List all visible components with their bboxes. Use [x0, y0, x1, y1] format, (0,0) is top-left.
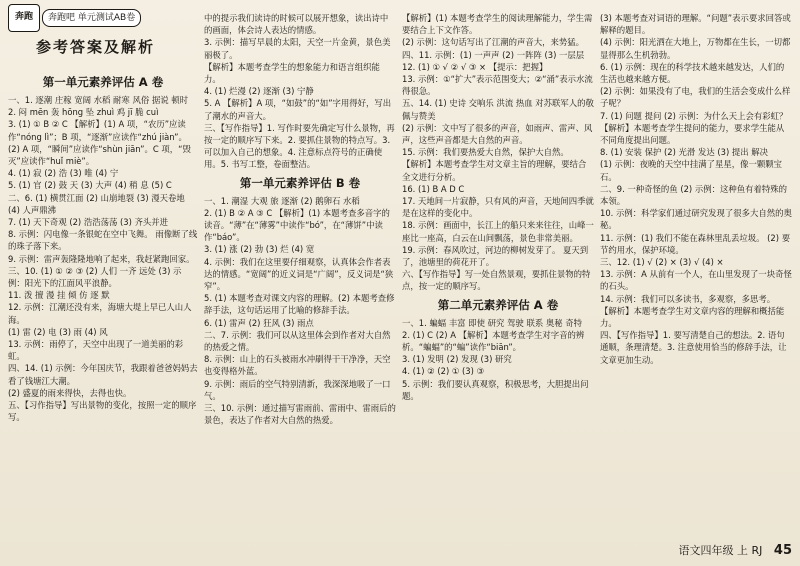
column-3 — [402, 12, 594, 540]
answer-line: 12. (1) ① √ ② √ ③ × 【提示：把握】 — [402, 61, 548, 72]
answer-line: 五、14. (1) 史诗 交响乐 洪流 热血 对苏联军人的敬佩与赞美 — [402, 98, 594, 121]
answer-line: 【解析】(1) 本题考查学生的阅读理解能力，学生需要结合上下文作答。 — [402, 13, 593, 36]
answer-line: 16. (1) B A D C — [402, 183, 465, 194]
answer-line: (4) 示例：阳光洒在大地上，万物都在生长，一切都显得那么生机勃勃。 — [600, 37, 791, 60]
answer-line: 2. (1) B ② A ③ C 【解析】(1) 本题考查多音字的读音。“薄”在“薄雾”中读作“bó”，在“薄饼”中读作“báo”。 — [204, 207, 390, 243]
answer-line: (2) 示例：文中写了很多的声音，如雨声、雷声、风声，这些声音都是大自然的声音。 — [402, 122, 593, 146]
answer-line: (1) 雷 (2) 电 (3) 雨 (4) 风 — [8, 326, 108, 337]
page-header — [8, 4, 198, 64]
edition-label: 语文四年级 上 RJ — [678, 544, 763, 557]
answer-line: (1) 示例：夜晚的天空中挂满了星星，像一颗颗宝石。 — [600, 159, 783, 182]
answer-line: 10. 示例：科学家们通过研究发现了很多大自然的奥秘。 — [600, 208, 792, 231]
answer-line: 三、【写作指导】1. 写作时要先确定写什么景物，再按一定的顺序写下来。2. 要抓住景物的特点写。3. 可以加入自己的想象。4. 注意标点符号的正确使用。5. 书写工整，卷面整洁。 — [204, 122, 395, 170]
column-1 — [8, 70, 198, 540]
answer-line: 8. 示例：闪电像一条银蛇在空中飞舞。 雨像断了线的珠子落下来。 — [8, 229, 198, 252]
answer-line: (2) 盛夏的雨来得快，去得也快。 — [8, 387, 132, 398]
answer-line: 【解析】本题考查学生的想象能力和语言组织能力。 — [204, 61, 380, 85]
answer-line: 17. 天地间一片寂静，只有风的声音，天地间四季就是在这样的变化中。 — [402, 196, 594, 219]
answer-line: 五、【习作指导】写出景物的变化，按照一定的顺序写。 — [8, 400, 197, 423]
column-4 — [600, 12, 792, 540]
answer-line: (3) 本题考查对词语的理解。“问题”表示要求回答或解释的题目。 — [600, 13, 791, 36]
answer-line: 一、1. 逐潮 庄稼 宽阔 水稻 耐寒 风俗 据说 顿时 — [8, 95, 189, 105]
answer-line: 4. (1) 寂 (2) 浩 (3) 唯 (4) 宁 — [8, 168, 119, 179]
answer-line: 4. (1) 烂漫 (2) 逐渐 (3) 宁静 — [204, 86, 314, 97]
column-2 — [204, 12, 396, 540]
page-number: 45 — [773, 543, 792, 558]
answer-line: 18. 示例：画面中，长江上的船只来来往往，山峰一座比一座高，白云在山间飘荡，景色非常美丽。 — [402, 220, 594, 243]
answer-line: 【解析】本题考查学生对文章主旨的理解，要结合全文进行分析。 — [402, 159, 587, 182]
answer-line: 6. (1) 示例：现在的科学技术越来越发达，人们的生活也越来越方便。 — [600, 61, 785, 85]
answer-line: 3. (1) ① B ② C 【解析】(1) A 项，“农历”应读作“nóng lì”；B 项，“逐渐”应读作“zhú jiàn”。(2) A 项，“瞬间”应读作“shùn jiān”。C 项，“毁灭”应读作“huǐ miè”。 — [8, 119, 191, 167]
answer-line: 2. 闷 mēn 轰 hōng 坠 zhuì 鸡 jī 脆 cuì — [8, 107, 159, 118]
answer-line: 11. 泼 擅 漫 挂 倾 仿 逐 默 — [8, 290, 110, 301]
answer-line: 3. (1) 涨 (2) 勃 (3) 烂 (4) 宽 — [204, 244, 315, 255]
answer-line: 四、【写作指导】1. 要写清楚自己的想法。2. 语句通顺，条理清楚。3. 注意使用恰当的修辞手法，让文章更加生动。 — [600, 330, 787, 365]
answer-line: 5. 示例：我们要认真观察，积极思考，大胆提出问题。 — [402, 378, 589, 401]
answer-line: 二、7. 示例：我们可以从这里体会到作者对大自然的热爱之情。 — [204, 329, 391, 353]
answer-line: 2. (1) C (2) A 【解析】本题考查学生对字音的辨析。“蝙蝠”的“蝙”读作“biān”。 — [402, 329, 585, 353]
answer-line: 14. 示例：我们可以多读书，多观察，多思考。 — [600, 293, 776, 304]
answer-line: 3. (1) 发明 (2) 发现 (3) 研究 — [402, 354, 512, 365]
page-title: 参考答案及解析 — [36, 38, 156, 56]
answer-line: 【解析】本题考查学生提问的能力，要求学生能从不同角度提出问题。 — [600, 122, 785, 146]
answer-line: 13. 示例：雨停了，天空中出现了一道美丽的彩虹。 — [8, 339, 184, 362]
answer-line: 【解析】本题考查学生对文章内容的理解和概括能力。 — [600, 305, 785, 329]
answer-line: 9. 示例：雷声轰隆隆地响了起来，我赶紧跑回家。 — [8, 253, 195, 264]
answer-line: 11. 示例：(1) 我们不能在森林里乱丢垃圾。 (2) 要节约用水，保护环境。 — [600, 232, 791, 255]
answer-line: 四、11. 示例：(1) 一声声 (2) 一阵阵 (3) 一层层 — [402, 49, 585, 60]
answer-line: 13. 示例：A 从前有一个人，在山里发现了一块奇怪的石头。 — [600, 269, 792, 292]
answer-line: 15. 示例：我们要热爱大自然，保护大自然。 — [402, 147, 569, 158]
answer-line: 三、10. 示例：通过描写雷雨前、雷雨中、雷雨后的景色，表达了作者对大自然的热爱。 — [204, 403, 396, 426]
answer-line: 三、12. (1) √ (2) × (3) √ (4) × — [600, 257, 724, 268]
answer-line: 19. 示例：春风吹过，河边的柳树发芽了。 夏天到了，池塘里的荷花开了。 — [402, 244, 589, 268]
answer-line: 5. (1) 本题考查对课文内容的理解。(2) 本题考查修辞手法，这句话运用了比喻的修辞手法。 — [204, 293, 395, 316]
answer-line: 中的提示我们读诗的时候可以展开想象，读出诗中的画面，体会诗人表达的情感。 — [204, 13, 389, 36]
answer-line: 13. 示例：①“扩大”表示范围变大；②“涌”表示水流得很急。 — [402, 74, 593, 97]
answer-line: 5. A 【解析】A 项，“如鼓”的“如”字用得好，写出了潮水的声音大。 — [204, 98, 392, 121]
section-heading: 第一单元素养评估 B 卷 — [239, 175, 361, 190]
answer-line: 9. 示例：雨后的空气特别清新，我深深地吸了一口气。 — [204, 378, 391, 401]
answer-line: (2) 示例：如果没有了电，我们的生活会变成什么样子呢？ — [600, 86, 791, 109]
answer-line: 4. (1) ② (2) ① (3) ③ — [402, 366, 485, 377]
answer-line: 7. (1) 天下奇观 (2) 浩浩荡荡 (3) 齐头并进 — [8, 217, 169, 228]
answer-line: 6. (1) 雷声 (2) 狂风 (3) 雨点 — [204, 317, 314, 328]
answer-line: 8. 示例：山上的石头被雨水冲刷得干干净净，天空也变得格外蓝。 — [204, 354, 391, 377]
section-heading: 第二单元素养评估 A 卷 — [437, 297, 559, 312]
answer-line: 一、1. 潮湿 大观 旅 逐渐 (2) 鹅卵石 水稻 — [204, 195, 360, 206]
answer-line: 二、9. 一种奇怪的鱼 (2) 示例：这种鱼有着特殊的本领。 — [600, 183, 787, 207]
answer-line: 六、【写作指导】写一处自然景观，要抓住景物的特点，按一定的顺序写。 — [402, 269, 591, 292]
section-heading: 第一单元素养评估 A 卷 — [42, 75, 164, 89]
answer-line: 二、6. (1) 横贯江面 (2) 山崩地裂 (3) 漫天卷地 (4) 人声鼎沸 — [8, 192, 185, 215]
answer-line: 3. 示例：描写早晨的太阳，天空一片金黄，景色美丽极了。 — [204, 37, 391, 60]
answer-line: 7. (1) 问题 提问 (2) 示例：为什么天上会有彩虹？ — [600, 110, 788, 121]
answer-line: 四、14. (1) 示例：今年国庆节，我跟着爸爸妈妈去看了钱塘江大潮。 — [8, 363, 198, 386]
series-badge: 奔跑吧 单元测试AB卷 — [42, 9, 141, 27]
answer-line: 一、1. 蝙蝠 丰富 即使 研究 驾驶 联系 奥秘 奇特 — [402, 317, 583, 328]
answer-line: 5. (1) 官 (2) 鼓 天 (3) 大声 (4) 稍 息 (5) C — [8, 180, 172, 191]
page-footer — [600, 541, 792, 561]
answer-line: 4. 示例：我们在这里要仔细观察，认真体会作者表达的情感。“宽阔”的近义词是“广阔”，反义词是“狭窄”。 — [204, 256, 394, 292]
brand-logo: 奔跑 — [8, 4, 40, 32]
answer-line: 三、10. (1) ① ② ③ (2) 人们 一齐 远处 (3) 示例：阳光下的江面风平浪静。 — [8, 265, 182, 289]
answer-line: (2) 示例：这句话写出了江潮的声音大，来势猛。 — [402, 37, 585, 48]
answer-line: 12. 示例：江潮还没有来，海塘大堤上早已人山人海。 — [8, 302, 192, 325]
answer-line: 8. (1) 安装 保护 (2) 光滑 发达 (3) 提出 解决 — [600, 147, 769, 158]
